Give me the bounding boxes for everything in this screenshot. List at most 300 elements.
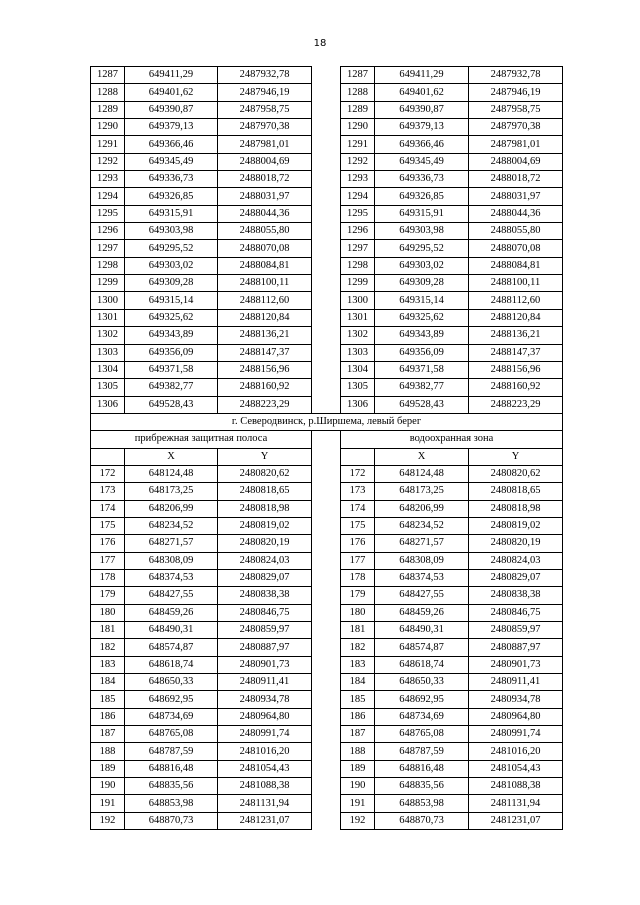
right-x-value: 649390,87 — [375, 101, 469, 118]
col-x-header-right: X — [375, 448, 469, 465]
left-x-value: 648816,48 — [125, 760, 218, 777]
left-x-value: 649382,77 — [125, 379, 218, 396]
gap-cell — [312, 483, 341, 500]
table-row — [91, 812, 563, 829]
left-y-value: 2488004,69 — [218, 153, 312, 170]
left-y-value: 2487946,19 — [218, 84, 312, 101]
table-row — [91, 379, 563, 396]
right-x-value: 648574,87 — [375, 639, 469, 656]
right-point-number: 172 — [341, 465, 375, 482]
left-point-number: 1298 — [91, 257, 125, 274]
table-row — [91, 708, 563, 725]
left-x-value: 649315,14 — [125, 292, 218, 309]
right-point-number: 178 — [341, 569, 375, 586]
right-point-number: 191 — [341, 795, 375, 812]
left-y-value: 2480819,02 — [218, 517, 312, 534]
right-point-number: 1306 — [341, 396, 375, 413]
left-y-value: 2481088,38 — [218, 778, 312, 795]
left-point-number: 185 — [91, 691, 125, 708]
right-y-value: 2480818,98 — [469, 500, 563, 517]
left-y-value: 2488055,80 — [218, 223, 312, 240]
left-x-value: 648618,74 — [125, 656, 218, 673]
right-x-value: 649401,62 — [375, 84, 469, 101]
gap-cell — [312, 639, 341, 656]
right-point-number: 1298 — [341, 257, 375, 274]
left-x-value: 649401,62 — [125, 84, 218, 101]
right-x-value: 649325,62 — [375, 309, 469, 326]
left-x-value: 649366,46 — [125, 136, 218, 153]
right-y-value: 2480934,78 — [469, 691, 563, 708]
left-point-number: 188 — [91, 743, 125, 760]
right-point-number: 174 — [341, 500, 375, 517]
left-y-value: 2488100,11 — [218, 275, 312, 292]
right-x-value: 649411,29 — [375, 67, 469, 84]
table-row — [91, 67, 563, 84]
right-x-value: 648870,73 — [375, 812, 469, 829]
left-y-value: 2481131,94 — [218, 795, 312, 812]
left-y-value: 2480887,97 — [218, 639, 312, 656]
right-y-value: 2480846,75 — [469, 604, 563, 621]
gap-cell — [312, 309, 341, 326]
right-y-value: 2480818,65 — [469, 483, 563, 500]
left-point-number: 1290 — [91, 119, 125, 136]
table-row — [91, 309, 563, 326]
left-point-number: 1287 — [91, 67, 125, 84]
right-x-value: 648734,69 — [375, 708, 469, 725]
table-row — [91, 275, 563, 292]
right-x-value: 648765,08 — [375, 726, 469, 743]
right-x-value: 648271,57 — [375, 535, 469, 552]
gap-cell — [312, 812, 341, 829]
gap-cell — [312, 119, 341, 136]
col-y-header-right: Y — [469, 448, 563, 465]
left-point-number: 177 — [91, 552, 125, 569]
right-y-value: 2487946,19 — [469, 84, 563, 101]
left-point-number: 1306 — [91, 396, 125, 413]
right-y-value: 2488055,80 — [469, 223, 563, 240]
right-y-value: 2480820,62 — [469, 465, 563, 482]
right-point-number: 179 — [341, 587, 375, 604]
gap-cell — [312, 743, 341, 760]
right-x-value: 648173,25 — [375, 483, 469, 500]
gap-cell — [312, 500, 341, 517]
left-y-value: 2488160,92 — [218, 379, 312, 396]
right-y-value: 2480820,19 — [469, 535, 563, 552]
table-row — [91, 622, 563, 639]
gap-cell — [312, 223, 341, 240]
right-y-value: 2488004,69 — [469, 153, 563, 170]
left-x-value: 648490,31 — [125, 622, 218, 639]
table-row — [91, 84, 563, 101]
left-point-number: 178 — [91, 569, 125, 586]
right-x-value: 648374,53 — [375, 569, 469, 586]
left-point-number: 190 — [91, 778, 125, 795]
gap-cell — [312, 465, 341, 482]
right-x-value: 648835,56 — [375, 778, 469, 795]
left-zone-title: прибрежная защитная полоса — [91, 431, 312, 448]
gap-cell — [312, 795, 341, 812]
left-point-number: 1292 — [91, 153, 125, 170]
left-x-value: 649411,29 — [125, 67, 218, 84]
right-point-number: 1300 — [341, 292, 375, 309]
left-point-number: 1297 — [91, 240, 125, 257]
gap-cell — [312, 708, 341, 725]
right-point-number: 181 — [341, 622, 375, 639]
left-x-value: 648835,56 — [125, 778, 218, 795]
left-y-value: 2488223,29 — [218, 396, 312, 413]
gap-cell — [312, 101, 341, 118]
table-row — [91, 483, 563, 500]
gap-cell — [312, 431, 341, 448]
gap-cell — [312, 448, 341, 465]
right-point-number: 187 — [341, 726, 375, 743]
right-x-value: 649382,77 — [375, 379, 469, 396]
gap-cell — [312, 84, 341, 101]
right-y-value: 2481131,94 — [469, 795, 563, 812]
right-y-value: 2488160,92 — [469, 379, 563, 396]
gap-cell — [312, 292, 341, 309]
gap-cell — [312, 379, 341, 396]
left-y-value: 2480818,65 — [218, 483, 312, 500]
right-y-value: 2488031,97 — [469, 188, 563, 205]
gap-cell — [312, 188, 341, 205]
right-point-number: 188 — [341, 743, 375, 760]
gap-cell — [312, 396, 341, 413]
right-x-value: 649295,52 — [375, 240, 469, 257]
gap-cell — [312, 344, 341, 361]
table-row — [91, 344, 563, 361]
left-point-number: 182 — [91, 639, 125, 656]
left-y-value: 2480818,98 — [218, 500, 312, 517]
right-y-value: 2488120,84 — [469, 309, 563, 326]
gap-cell — [312, 622, 341, 639]
right-x-value: 648427,55 — [375, 587, 469, 604]
left-x-value: 648427,55 — [125, 587, 218, 604]
right-y-value: 2488223,29 — [469, 396, 563, 413]
right-x-value: 648787,59 — [375, 743, 469, 760]
gap-cell — [312, 257, 341, 274]
right-y-value: 2480887,97 — [469, 639, 563, 656]
gap-cell — [312, 726, 341, 743]
right-y-value: 2488156,96 — [469, 361, 563, 378]
left-point-number: 186 — [91, 708, 125, 725]
gap-cell — [312, 67, 341, 84]
gap-cell — [312, 240, 341, 257]
right-point-number: 176 — [341, 535, 375, 552]
right-x-value: 648490,31 — [375, 622, 469, 639]
left-point-number: 180 — [91, 604, 125, 621]
table-row — [91, 691, 563, 708]
table-row — [91, 136, 563, 153]
right-y-value: 2480829,07 — [469, 569, 563, 586]
right-x-value: 649356,09 — [375, 344, 469, 361]
left-x-value: 648870,73 — [125, 812, 218, 829]
gap-cell — [312, 674, 341, 691]
right-y-value: 2488018,72 — [469, 171, 563, 188]
left-x-value: 649336,73 — [125, 171, 218, 188]
left-x-value: 649315,91 — [125, 205, 218, 222]
gap-cell — [312, 361, 341, 378]
right-x-value: 649326,85 — [375, 188, 469, 205]
right-x-value: 649309,28 — [375, 275, 469, 292]
right-x-value: 649345,49 — [375, 153, 469, 170]
right-y-value: 2480911,41 — [469, 674, 563, 691]
table-row — [91, 119, 563, 136]
left-x-value: 648271,57 — [125, 535, 218, 552]
right-x-value: 648853,98 — [375, 795, 469, 812]
left-y-value: 2488156,96 — [218, 361, 312, 378]
left-y-value: 2481231,07 — [218, 812, 312, 829]
right-y-value: 2480901,73 — [469, 656, 563, 673]
table-row — [91, 639, 563, 656]
left-y-value: 2480901,73 — [218, 656, 312, 673]
left-x-value: 649390,87 — [125, 101, 218, 118]
left-y-value: 2480911,41 — [218, 674, 312, 691]
left-y-value: 2480846,75 — [218, 604, 312, 621]
left-x-value: 649371,58 — [125, 361, 218, 378]
left-point-number: 173 — [91, 483, 125, 500]
right-y-value: 2480859,97 — [469, 622, 563, 639]
gap-cell — [312, 153, 341, 170]
right-zone-title: водоохранная зона — [341, 431, 563, 448]
right-y-value: 2488070,08 — [469, 240, 563, 257]
left-y-value: 2487958,75 — [218, 101, 312, 118]
table-row — [91, 223, 563, 240]
left-point-number: 1302 — [91, 327, 125, 344]
right-point-number: 1297 — [341, 240, 375, 257]
left-point-number: 174 — [91, 500, 125, 517]
gap-cell — [312, 552, 341, 569]
left-point-number: 1293 — [91, 171, 125, 188]
location-title-row — [91, 413, 563, 430]
left-point-number: 1300 — [91, 292, 125, 309]
left-point-number: 1301 — [91, 309, 125, 326]
gap-cell — [312, 587, 341, 604]
left-y-value: 2488084,81 — [218, 257, 312, 274]
right-y-value: 2487958,75 — [469, 101, 563, 118]
right-y-value: 2488136,21 — [469, 327, 563, 344]
right-y-value: 2481016,20 — [469, 743, 563, 760]
right-x-value: 648459,26 — [375, 604, 469, 621]
left-x-value: 648308,09 — [125, 552, 218, 569]
left-x-value: 649295,52 — [125, 240, 218, 257]
table-row — [91, 361, 563, 378]
left-y-value: 2480820,62 — [218, 465, 312, 482]
right-point-number: 177 — [341, 552, 375, 569]
right-x-value: 649315,14 — [375, 292, 469, 309]
left-x-value: 648692,95 — [125, 691, 218, 708]
right-y-value: 2481231,07 — [469, 812, 563, 829]
table-row — [91, 101, 563, 118]
right-x-value: 648650,33 — [375, 674, 469, 691]
page-number: 18 — [313, 38, 327, 49]
left-y-value: 2480991,74 — [218, 726, 312, 743]
table-row — [91, 656, 563, 673]
right-point-number: 1292 — [341, 153, 375, 170]
gap-cell — [312, 569, 341, 586]
right-point-number: 1301 — [341, 309, 375, 326]
right-x-value: 648206,99 — [375, 500, 469, 517]
col-num-header-right — [341, 448, 375, 465]
right-point-number: 185 — [341, 691, 375, 708]
left-point-number: 172 — [91, 465, 125, 482]
right-y-value: 2480964,80 — [469, 708, 563, 725]
left-point-number: 1291 — [91, 136, 125, 153]
gap-cell — [312, 604, 341, 621]
gap-cell — [312, 778, 341, 795]
table-row — [91, 327, 563, 344]
right-point-number: 1304 — [341, 361, 375, 378]
section-2-body — [91, 465, 563, 829]
left-x-value: 648787,59 — [125, 743, 218, 760]
location-title: г. Северодвинск, р.Ширшема, левый берег — [91, 413, 563, 430]
col-num-header-left — [91, 448, 125, 465]
left-x-value: 649528,43 — [125, 396, 218, 413]
left-x-value: 649356,09 — [125, 344, 218, 361]
left-y-value: 2488147,37 — [218, 344, 312, 361]
left-point-number: 1304 — [91, 361, 125, 378]
right-x-value: 649371,58 — [375, 361, 469, 378]
left-x-value: 648173,25 — [125, 483, 218, 500]
left-y-value: 2488018,72 — [218, 171, 312, 188]
col-x-header-left: X — [125, 448, 218, 465]
left-y-value: 2488120,84 — [218, 309, 312, 326]
table-row — [91, 674, 563, 691]
right-y-value: 2488147,37 — [469, 344, 563, 361]
left-y-value: 2487981,01 — [218, 136, 312, 153]
table-row — [91, 292, 563, 309]
left-x-value: 648234,52 — [125, 517, 218, 534]
section-2-header — [91, 413, 563, 465]
right-x-value: 649528,43 — [375, 396, 469, 413]
left-y-value: 2488136,21 — [218, 327, 312, 344]
right-x-value: 649303,02 — [375, 257, 469, 274]
left-y-value: 2487932,78 — [218, 67, 312, 84]
left-point-number: 183 — [91, 656, 125, 673]
right-x-value: 648692,95 — [375, 691, 469, 708]
table-row — [91, 760, 563, 777]
coordinates-table — [90, 66, 563, 830]
left-point-number: 1295 — [91, 205, 125, 222]
left-x-value: 648206,99 — [125, 500, 218, 517]
table-row — [91, 205, 563, 222]
left-y-value: 2480934,78 — [218, 691, 312, 708]
left-x-value: 648124,48 — [125, 465, 218, 482]
right-y-value: 2487981,01 — [469, 136, 563, 153]
gap-cell — [312, 517, 341, 534]
left-x-value: 649326,85 — [125, 188, 218, 205]
left-x-value: 649343,89 — [125, 327, 218, 344]
right-point-number: 192 — [341, 812, 375, 829]
right-y-value: 2481088,38 — [469, 778, 563, 795]
right-point-number: 1294 — [341, 188, 375, 205]
left-x-value: 649303,98 — [125, 223, 218, 240]
right-point-number: 183 — [341, 656, 375, 673]
left-y-value: 2481054,43 — [218, 760, 312, 777]
left-x-value: 649379,13 — [125, 119, 218, 136]
right-x-value: 649303,98 — [375, 223, 469, 240]
right-y-value: 2487970,38 — [469, 119, 563, 136]
right-point-number: 1302 — [341, 327, 375, 344]
right-point-number: 175 — [341, 517, 375, 534]
right-y-value: 2488044,36 — [469, 205, 563, 222]
section-1-body — [91, 67, 563, 414]
left-point-number: 184 — [91, 674, 125, 691]
table-row — [91, 552, 563, 569]
gap-cell — [312, 535, 341, 552]
left-point-number: 192 — [91, 812, 125, 829]
left-x-value: 649345,49 — [125, 153, 218, 170]
right-x-value: 648308,09 — [375, 552, 469, 569]
column-header-row — [91, 448, 563, 465]
left-point-number: 181 — [91, 622, 125, 639]
table-row — [91, 743, 563, 760]
gap-cell — [312, 136, 341, 153]
gap-cell — [312, 275, 341, 292]
right-point-number: 1296 — [341, 223, 375, 240]
right-x-value: 648124,48 — [375, 465, 469, 482]
left-point-number: 179 — [91, 587, 125, 604]
table-row — [91, 535, 563, 552]
right-x-value: 649366,46 — [375, 136, 469, 153]
left-y-value: 2480964,80 — [218, 708, 312, 725]
right-y-value: 2488112,60 — [469, 292, 563, 309]
left-point-number: 1294 — [91, 188, 125, 205]
left-y-value: 2488070,08 — [218, 240, 312, 257]
left-y-value: 2480829,07 — [218, 569, 312, 586]
left-point-number: 187 — [91, 726, 125, 743]
left-point-number: 175 — [91, 517, 125, 534]
left-y-value: 2480859,97 — [218, 622, 312, 639]
right-y-value: 2480991,74 — [469, 726, 563, 743]
table-row — [91, 240, 563, 257]
left-point-number: 1299 — [91, 275, 125, 292]
right-y-value: 2488100,11 — [469, 275, 563, 292]
right-point-number: 1295 — [341, 205, 375, 222]
gap-cell — [312, 691, 341, 708]
right-x-value: 648816,48 — [375, 760, 469, 777]
right-x-value: 649343,89 — [375, 327, 469, 344]
left-point-number: 1303 — [91, 344, 125, 361]
right-y-value: 2480838,38 — [469, 587, 563, 604]
table-row — [91, 778, 563, 795]
left-point-number: 1296 — [91, 223, 125, 240]
left-y-value: 2488031,97 — [218, 188, 312, 205]
table-row — [91, 153, 563, 170]
left-point-number: 191 — [91, 795, 125, 812]
right-point-number: 1288 — [341, 84, 375, 101]
table-row — [91, 795, 563, 812]
gap-cell — [312, 205, 341, 222]
left-y-value: 2488112,60 — [218, 292, 312, 309]
right-point-number: 182 — [341, 639, 375, 656]
right-x-value: 649336,73 — [375, 171, 469, 188]
gap-cell — [312, 760, 341, 777]
right-point-number: 173 — [341, 483, 375, 500]
gap-cell — [312, 171, 341, 188]
right-point-number: 1293 — [341, 171, 375, 188]
right-y-value: 2480819,02 — [469, 517, 563, 534]
left-point-number: 1305 — [91, 379, 125, 396]
table-row — [91, 604, 563, 621]
right-point-number: 190 — [341, 778, 375, 795]
table-row — [91, 569, 563, 586]
left-y-value: 2488044,36 — [218, 205, 312, 222]
left-x-value: 648765,08 — [125, 726, 218, 743]
gap-cell — [312, 327, 341, 344]
table-row — [91, 726, 563, 743]
right-point-number: 189 — [341, 760, 375, 777]
